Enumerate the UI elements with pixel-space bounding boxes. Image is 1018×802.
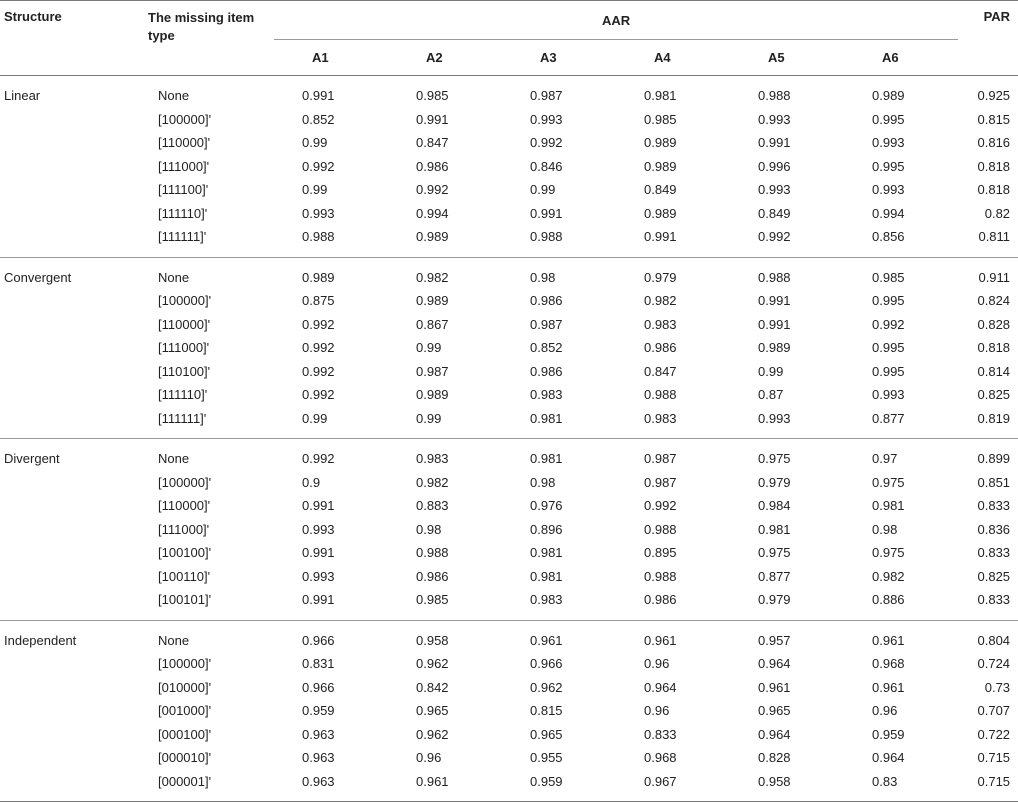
par-value: 0.851 xyxy=(977,474,1011,490)
aar-value-a1: 0.992 xyxy=(302,451,335,467)
missing-item-cell: None xyxy=(158,88,190,104)
aar-value-a1: 0.988 xyxy=(274,225,388,257)
structure-cell xyxy=(0,652,138,676)
aar-value-a5: 0.877 xyxy=(758,568,791,584)
aar-value-a5: 0.964 xyxy=(758,726,791,742)
missing-item-cell: [111111]' xyxy=(138,407,274,439)
aar-value-a2: 0.965 xyxy=(416,703,449,719)
aar-value-a5: 0.989 xyxy=(758,340,791,356)
par-value: 0.722 xyxy=(977,726,1011,742)
par-value: 0.73 xyxy=(984,679,1011,695)
table-header xyxy=(0,1,1018,76)
aar-value-a2: 0.986 xyxy=(416,568,449,584)
aar-value-a3: 0.966 xyxy=(530,656,563,672)
aar-value-a3: 0.962 xyxy=(530,679,563,695)
par-value: 0.825 xyxy=(977,387,1011,403)
aar-value-a5: 0.993 xyxy=(758,111,791,127)
table-body xyxy=(0,76,1018,802)
aar-value-a3: 0.98 xyxy=(530,269,556,285)
structure-cell xyxy=(0,336,138,360)
aar-value-a3: 0.815 xyxy=(530,703,563,719)
aar-value-a2: 0.961 xyxy=(388,770,502,802)
missing-item-cell: [100100]' xyxy=(158,545,212,561)
aar-value-a1: 0.99 xyxy=(274,407,388,439)
par-value: 0.707 xyxy=(977,703,1011,719)
table-row xyxy=(0,313,1018,337)
aar-value-a2: 0.98 xyxy=(416,521,442,537)
par-value: 0.899 xyxy=(977,451,1011,467)
par-value: 0.833 xyxy=(958,588,1018,620)
aar-value-a3: 0.981 xyxy=(530,568,563,584)
aar-value-a5: 0.99 xyxy=(758,363,784,379)
aar-value-a3: 0.993 xyxy=(530,111,563,127)
structure-cell: Divergent xyxy=(4,451,60,467)
aar-value-a4: 0.989 xyxy=(644,205,677,221)
structure-cell xyxy=(0,565,138,589)
aar-value-a3: 0.988 xyxy=(502,225,616,257)
header-attribute-a4: A4 xyxy=(616,40,730,76)
aar-value-a3: 0.976 xyxy=(530,498,563,514)
aar-value-a6: 0.995 xyxy=(872,340,905,356)
structure-cell xyxy=(0,225,138,257)
aar-value-a6: 0.995 xyxy=(872,111,905,127)
par-value: 0.818 xyxy=(977,182,1011,198)
par-value: 0.836 xyxy=(977,521,1011,537)
aar-value-a1: 0.992 xyxy=(302,316,335,332)
aar-value-a6: 0.83 xyxy=(844,770,958,802)
aar-value-a1: 0.992 xyxy=(302,158,335,174)
missing-item-cell: None xyxy=(158,451,190,467)
table-row xyxy=(0,439,1018,471)
par-value: 0.833 xyxy=(977,498,1011,514)
aar-value-a4: 0.968 xyxy=(644,750,677,766)
aar-value-a6: 0.995 xyxy=(872,363,905,379)
par-value: 0.82 xyxy=(984,205,1011,221)
table-row xyxy=(0,178,1018,202)
aar-value-a1: 0.959 xyxy=(302,703,335,719)
aar-value-a5: 0.957 xyxy=(758,632,791,648)
aar-value-a3: 0.852 xyxy=(530,340,563,356)
aar-value-a6: 0.961 xyxy=(872,679,905,695)
aar-value-a2: 0.962 xyxy=(416,656,449,672)
aar-value-a6: 0.886 xyxy=(844,588,958,620)
aar-value-a4: 0.986 xyxy=(644,340,677,356)
table-row xyxy=(0,471,1018,495)
structure-cell xyxy=(0,178,138,202)
table-row xyxy=(0,565,1018,589)
missing-item-cell: [111110]' xyxy=(158,205,208,221)
aar-value-a3: 0.98 xyxy=(530,474,556,490)
table-row xyxy=(0,699,1018,723)
aar-value-a6: 0.981 xyxy=(872,498,905,514)
missing-item-cell: None xyxy=(158,269,190,285)
missing-item-cell: [111000]' xyxy=(158,340,210,356)
structure-cell xyxy=(0,676,138,700)
structure-cell: Independent xyxy=(4,632,77,648)
aar-value-a5: 0.975 xyxy=(758,545,791,561)
aar-value-a1: 0.989 xyxy=(302,269,335,285)
aar-value-a5: 0.849 xyxy=(758,205,791,221)
missing-item-cell: [001000]' xyxy=(158,703,212,719)
aar-value-a6: 0.994 xyxy=(872,205,905,221)
aar-value-a2: 0.989 xyxy=(416,387,449,403)
structure-cell xyxy=(0,360,138,384)
aar-value-a5: 0.975 xyxy=(758,451,791,467)
missing-item-cell: [111110]' xyxy=(158,387,208,403)
aar-value-a2: 0.883 xyxy=(416,498,449,514)
header-structure: Structure xyxy=(0,1,138,76)
header-par: PAR xyxy=(958,1,1018,76)
aar-value-a6: 0.964 xyxy=(872,750,905,766)
aar-value-a4: 0.847 xyxy=(644,363,677,379)
structure-cell xyxy=(0,131,138,155)
par-value: 0.814 xyxy=(977,363,1011,379)
structure-cell xyxy=(0,313,138,337)
aar-value-a3: 0.987 xyxy=(530,88,563,104)
table-row xyxy=(0,620,1018,652)
table-row xyxy=(0,723,1018,747)
aar-value-a2: 0.994 xyxy=(416,205,449,221)
aar-value-a4: 0.96 xyxy=(644,656,670,672)
aar-value-a1: 0.831 xyxy=(302,656,335,672)
aar-value-a2: 0.982 xyxy=(416,474,449,490)
table-row xyxy=(0,108,1018,132)
aar-value-a5: 0.988 xyxy=(758,88,791,104)
structure-cell xyxy=(0,746,138,770)
structure-cell xyxy=(0,202,138,226)
aar-value-a4: 0.849 xyxy=(644,182,677,198)
aar-value-a1: 0.992 xyxy=(302,363,335,379)
aar-value-a5: 0.992 xyxy=(730,225,844,257)
aar-value-a5: 0.996 xyxy=(758,158,791,174)
aar-value-a4: 0.964 xyxy=(644,679,677,695)
aar-value-a1: 0.963 xyxy=(274,770,388,802)
aar-value-a4: 0.987 xyxy=(644,451,677,467)
aar-value-a1: 0.99 xyxy=(302,135,328,151)
header-aar: AAR xyxy=(274,1,958,40)
structure-cell: Linear xyxy=(4,88,41,104)
aar-value-a1: 0.963 xyxy=(302,726,335,742)
aar-value-a4: 0.992 xyxy=(644,498,677,514)
table-row xyxy=(0,155,1018,179)
missing-item-cell: [000100]' xyxy=(158,726,212,742)
table-row xyxy=(0,76,1018,108)
aar-value-a3: 0.955 xyxy=(530,750,563,766)
missing-item-cell: [100000]' xyxy=(158,656,212,672)
aar-value-a2: 0.983 xyxy=(416,451,449,467)
aar-value-a1: 0.99 xyxy=(302,182,328,198)
table-row xyxy=(0,289,1018,313)
missing-item-cell: [100101]' xyxy=(138,588,274,620)
missing-item-cell: [100000]' xyxy=(158,293,212,309)
aar-value-a4: 0.988 xyxy=(644,387,677,403)
aar-value-a4: 0.985 xyxy=(644,111,677,127)
aar-value-a5: 0.87 xyxy=(758,387,784,403)
missing-item-cell: [100000]' xyxy=(158,111,212,127)
par-value: 0.818 xyxy=(977,340,1011,356)
aar-value-a4: 0.983 xyxy=(644,316,677,332)
table-row xyxy=(0,225,1018,257)
aar-value-a4: 0.979 xyxy=(644,269,677,285)
aar-value-a1: 0.992 xyxy=(302,340,335,356)
aar-value-a1: 0.852 xyxy=(302,111,335,127)
missing-item-cell: [110000]' xyxy=(158,498,211,514)
header-attribute-a2: A2 xyxy=(388,40,502,76)
aar-value-a3: 0.986 xyxy=(530,293,563,309)
aar-value-a1: 0.9 xyxy=(302,474,321,490)
aar-value-a1: 0.993 xyxy=(302,568,335,584)
aar-value-a2: 0.867 xyxy=(416,316,449,332)
structure-cell xyxy=(0,494,138,518)
aar-value-a5: 0.958 xyxy=(730,770,844,802)
aar-value-a3: 0.896 xyxy=(530,521,563,537)
aar-value-a6: 0.995 xyxy=(872,293,905,309)
par-value: 0.804 xyxy=(977,632,1011,648)
aar-value-a3: 0.991 xyxy=(530,205,563,221)
aar-value-a1: 0.991 xyxy=(274,588,388,620)
aar-value-a6: 0.959 xyxy=(872,726,905,742)
structure-cell xyxy=(0,723,138,747)
aar-value-a2: 0.96 xyxy=(416,750,442,766)
aar-value-a4: 0.988 xyxy=(644,568,677,584)
par-value: 0.715 xyxy=(958,770,1018,802)
aar-value-a3: 0.846 xyxy=(530,158,563,174)
header-attribute-a1: A1 xyxy=(274,40,388,76)
header-attribute-a3: A3 xyxy=(502,40,616,76)
aar-value-a2: 0.986 xyxy=(416,158,449,174)
aar-value-a6: 0.877 xyxy=(844,407,958,439)
aar-value-a4: 0.981 xyxy=(644,88,677,104)
aar-value-a5: 0.993 xyxy=(730,407,844,439)
aar-value-a4: 0.983 xyxy=(616,407,730,439)
aar-value-a3: 0.965 xyxy=(530,726,563,742)
aar-value-a6: 0.993 xyxy=(872,182,905,198)
aar-value-a2: 0.988 xyxy=(416,545,449,561)
table-row xyxy=(0,383,1018,407)
header-missing-item-type: The missing item type xyxy=(138,1,274,76)
table-row xyxy=(0,494,1018,518)
par-value: 0.816 xyxy=(977,135,1011,151)
table-row xyxy=(0,131,1018,155)
structure-cell xyxy=(0,108,138,132)
missing-item-cell: [110100]' xyxy=(158,363,211,379)
table-row xyxy=(0,676,1018,700)
par-value: 0.911 xyxy=(978,269,1011,285)
missing-item-cell: [110000]' xyxy=(158,135,211,151)
aar-value-a5: 0.981 xyxy=(758,521,791,537)
aar-value-a6: 0.992 xyxy=(872,316,905,332)
aar-value-a4: 0.895 xyxy=(644,545,677,561)
table-row xyxy=(0,588,1018,620)
table-row xyxy=(0,360,1018,384)
aar-value-a6: 0.961 xyxy=(872,632,905,648)
aar-value-a1: 0.993 xyxy=(302,521,335,537)
par-value: 0.824 xyxy=(977,293,1011,309)
structure-cell xyxy=(0,518,138,542)
aar-value-a1: 0.991 xyxy=(302,88,335,104)
aar-value-a6: 0.96 xyxy=(872,703,898,719)
aar-value-a3: 0.986 xyxy=(530,363,563,379)
table-row xyxy=(0,518,1018,542)
header-attribute-a5: A5 xyxy=(730,40,844,76)
aar-value-a1: 0.966 xyxy=(302,632,335,648)
table-row xyxy=(0,257,1018,289)
aar-value-a2: 0.982 xyxy=(416,269,449,285)
aar-value-a4: 0.961 xyxy=(644,632,677,648)
aar-value-a5: 0.979 xyxy=(730,588,844,620)
aar-value-a1: 0.991 xyxy=(302,545,335,561)
aar-value-a4: 0.991 xyxy=(616,225,730,257)
par-value: 0.815 xyxy=(977,111,1011,127)
par-value: 0.724 xyxy=(977,656,1011,672)
aar-value-a5: 0.991 xyxy=(758,293,791,309)
aar-value-a6: 0.975 xyxy=(872,474,905,490)
aar-value-a1: 0.966 xyxy=(302,679,335,695)
structure-cell xyxy=(0,699,138,723)
missing-item-cell: None xyxy=(158,632,190,648)
aar-value-a5: 0.993 xyxy=(758,182,791,198)
table-row xyxy=(0,407,1018,439)
aar-value-a3: 0.961 xyxy=(530,632,563,648)
aar-value-a2: 0.989 xyxy=(388,225,502,257)
aar-value-a4: 0.986 xyxy=(616,588,730,620)
par-value: 0.811 xyxy=(958,225,1018,257)
structure-cell xyxy=(0,155,138,179)
aar-value-a6: 0.985 xyxy=(872,269,905,285)
aar-value-a2: 0.99 xyxy=(416,340,442,356)
aar-value-a6: 0.993 xyxy=(872,387,905,403)
structure-cell xyxy=(0,541,138,565)
par-value: 0.715 xyxy=(977,750,1011,766)
table-row xyxy=(0,336,1018,360)
structure-cell xyxy=(0,471,138,495)
aar-value-a2: 0.985 xyxy=(416,88,449,104)
aar-value-a4: 0.988 xyxy=(644,521,677,537)
aar-value-a2: 0.962 xyxy=(416,726,449,742)
aar-value-a3: 0.983 xyxy=(502,588,616,620)
aar-value-a3: 0.959 xyxy=(502,770,616,802)
par-value: 0.925 xyxy=(977,88,1011,104)
structure-cell xyxy=(0,407,138,439)
aar-value-a2: 0.842 xyxy=(416,679,449,695)
aar-value-a1: 0.875 xyxy=(302,293,335,309)
aar-value-a1: 0.993 xyxy=(302,205,335,221)
table-row xyxy=(0,746,1018,770)
aar-value-a4: 0.96 xyxy=(644,703,670,719)
aar-value-a6: 0.968 xyxy=(872,656,905,672)
aar-value-a6: 0.989 xyxy=(872,88,905,104)
par-value: 0.825 xyxy=(977,568,1011,584)
table-row xyxy=(0,652,1018,676)
aar-value-a4: 0.987 xyxy=(644,474,677,490)
aar-value-a1: 0.991 xyxy=(302,498,335,514)
aar-value-a6: 0.995 xyxy=(872,158,905,174)
missing-item-cell: [111111]' xyxy=(138,225,274,257)
table-row xyxy=(0,541,1018,565)
aar-value-a5: 0.964 xyxy=(758,656,791,672)
aar-value-a4: 0.982 xyxy=(644,293,677,309)
aar-value-a5: 0.984 xyxy=(758,498,791,514)
aar-value-a4: 0.833 xyxy=(644,726,677,742)
aar-value-a2: 0.992 xyxy=(416,182,449,198)
structure-cell xyxy=(0,588,138,620)
missing-item-cell: [111000]' xyxy=(158,521,210,537)
aar-value-a4: 0.989 xyxy=(644,135,677,151)
missing-item-cell: [000010]' xyxy=(158,750,212,766)
missing-item-cell: [111100]' xyxy=(158,182,209,198)
structure-cell xyxy=(0,383,138,407)
aar-value-a2: 0.989 xyxy=(416,293,449,309)
aar-value-a4: 0.967 xyxy=(616,770,730,802)
aar-value-a3: 0.981 xyxy=(502,407,616,439)
missing-item-cell: [110000]' xyxy=(158,316,211,332)
aar-value-a3: 0.983 xyxy=(530,387,563,403)
aar-value-a2: 0.99 xyxy=(388,407,502,439)
par-value: 0.818 xyxy=(977,158,1011,174)
aar-value-a3: 0.981 xyxy=(530,545,563,561)
aar-value-a5: 0.828 xyxy=(758,750,791,766)
aar-value-a3: 0.99 xyxy=(530,182,556,198)
missing-item-cell: [000001]' xyxy=(138,770,274,802)
aar-value-a5: 0.991 xyxy=(758,316,791,332)
aar-value-a4: 0.989 xyxy=(644,158,677,174)
aar-value-a6: 0.993 xyxy=(872,135,905,151)
aar-value-a2: 0.847 xyxy=(416,135,449,151)
aar-value-a1: 0.992 xyxy=(302,387,335,403)
table-row xyxy=(0,202,1018,226)
aar-value-a6: 0.982 xyxy=(872,568,905,584)
aar-value-a2: 0.958 xyxy=(416,632,449,648)
aar-value-a6: 0.98 xyxy=(872,521,898,537)
missing-item-cell: [111000]' xyxy=(158,158,210,174)
aar-value-a5: 0.961 xyxy=(758,679,791,695)
aar-value-a5: 0.988 xyxy=(758,269,791,285)
structure-cell xyxy=(0,289,138,313)
aar-value-a2: 0.987 xyxy=(416,363,449,379)
aar-value-a1: 0.963 xyxy=(302,750,335,766)
aar-value-a3: 0.987 xyxy=(530,316,563,332)
par-value: 0.833 xyxy=(977,545,1011,561)
aar-value-a6: 0.856 xyxy=(844,225,958,257)
aar-value-a3: 0.992 xyxy=(530,135,563,151)
par-value: 0.819 xyxy=(958,407,1018,439)
aar-value-a5: 0.979 xyxy=(758,474,791,490)
aar-value-a2: 0.991 xyxy=(416,111,449,127)
aar-value-a6: 0.97 xyxy=(872,451,898,467)
missing-item-cell: [010000]' xyxy=(158,679,212,695)
aar-value-a6: 0.975 xyxy=(872,545,905,561)
structure-cell: Convergent xyxy=(4,269,72,285)
header-attribute-a6: A6 xyxy=(844,40,958,76)
missing-item-cell: [100000]' xyxy=(158,474,212,490)
aar-value-a3: 0.981 xyxy=(530,451,563,467)
aar-value-a2: 0.985 xyxy=(388,588,502,620)
aar-value-a5: 0.991 xyxy=(758,135,791,151)
par-value: 0.828 xyxy=(977,316,1011,332)
aar-value-a5: 0.965 xyxy=(758,703,791,719)
missing-item-cell: [100110]' xyxy=(158,568,211,584)
